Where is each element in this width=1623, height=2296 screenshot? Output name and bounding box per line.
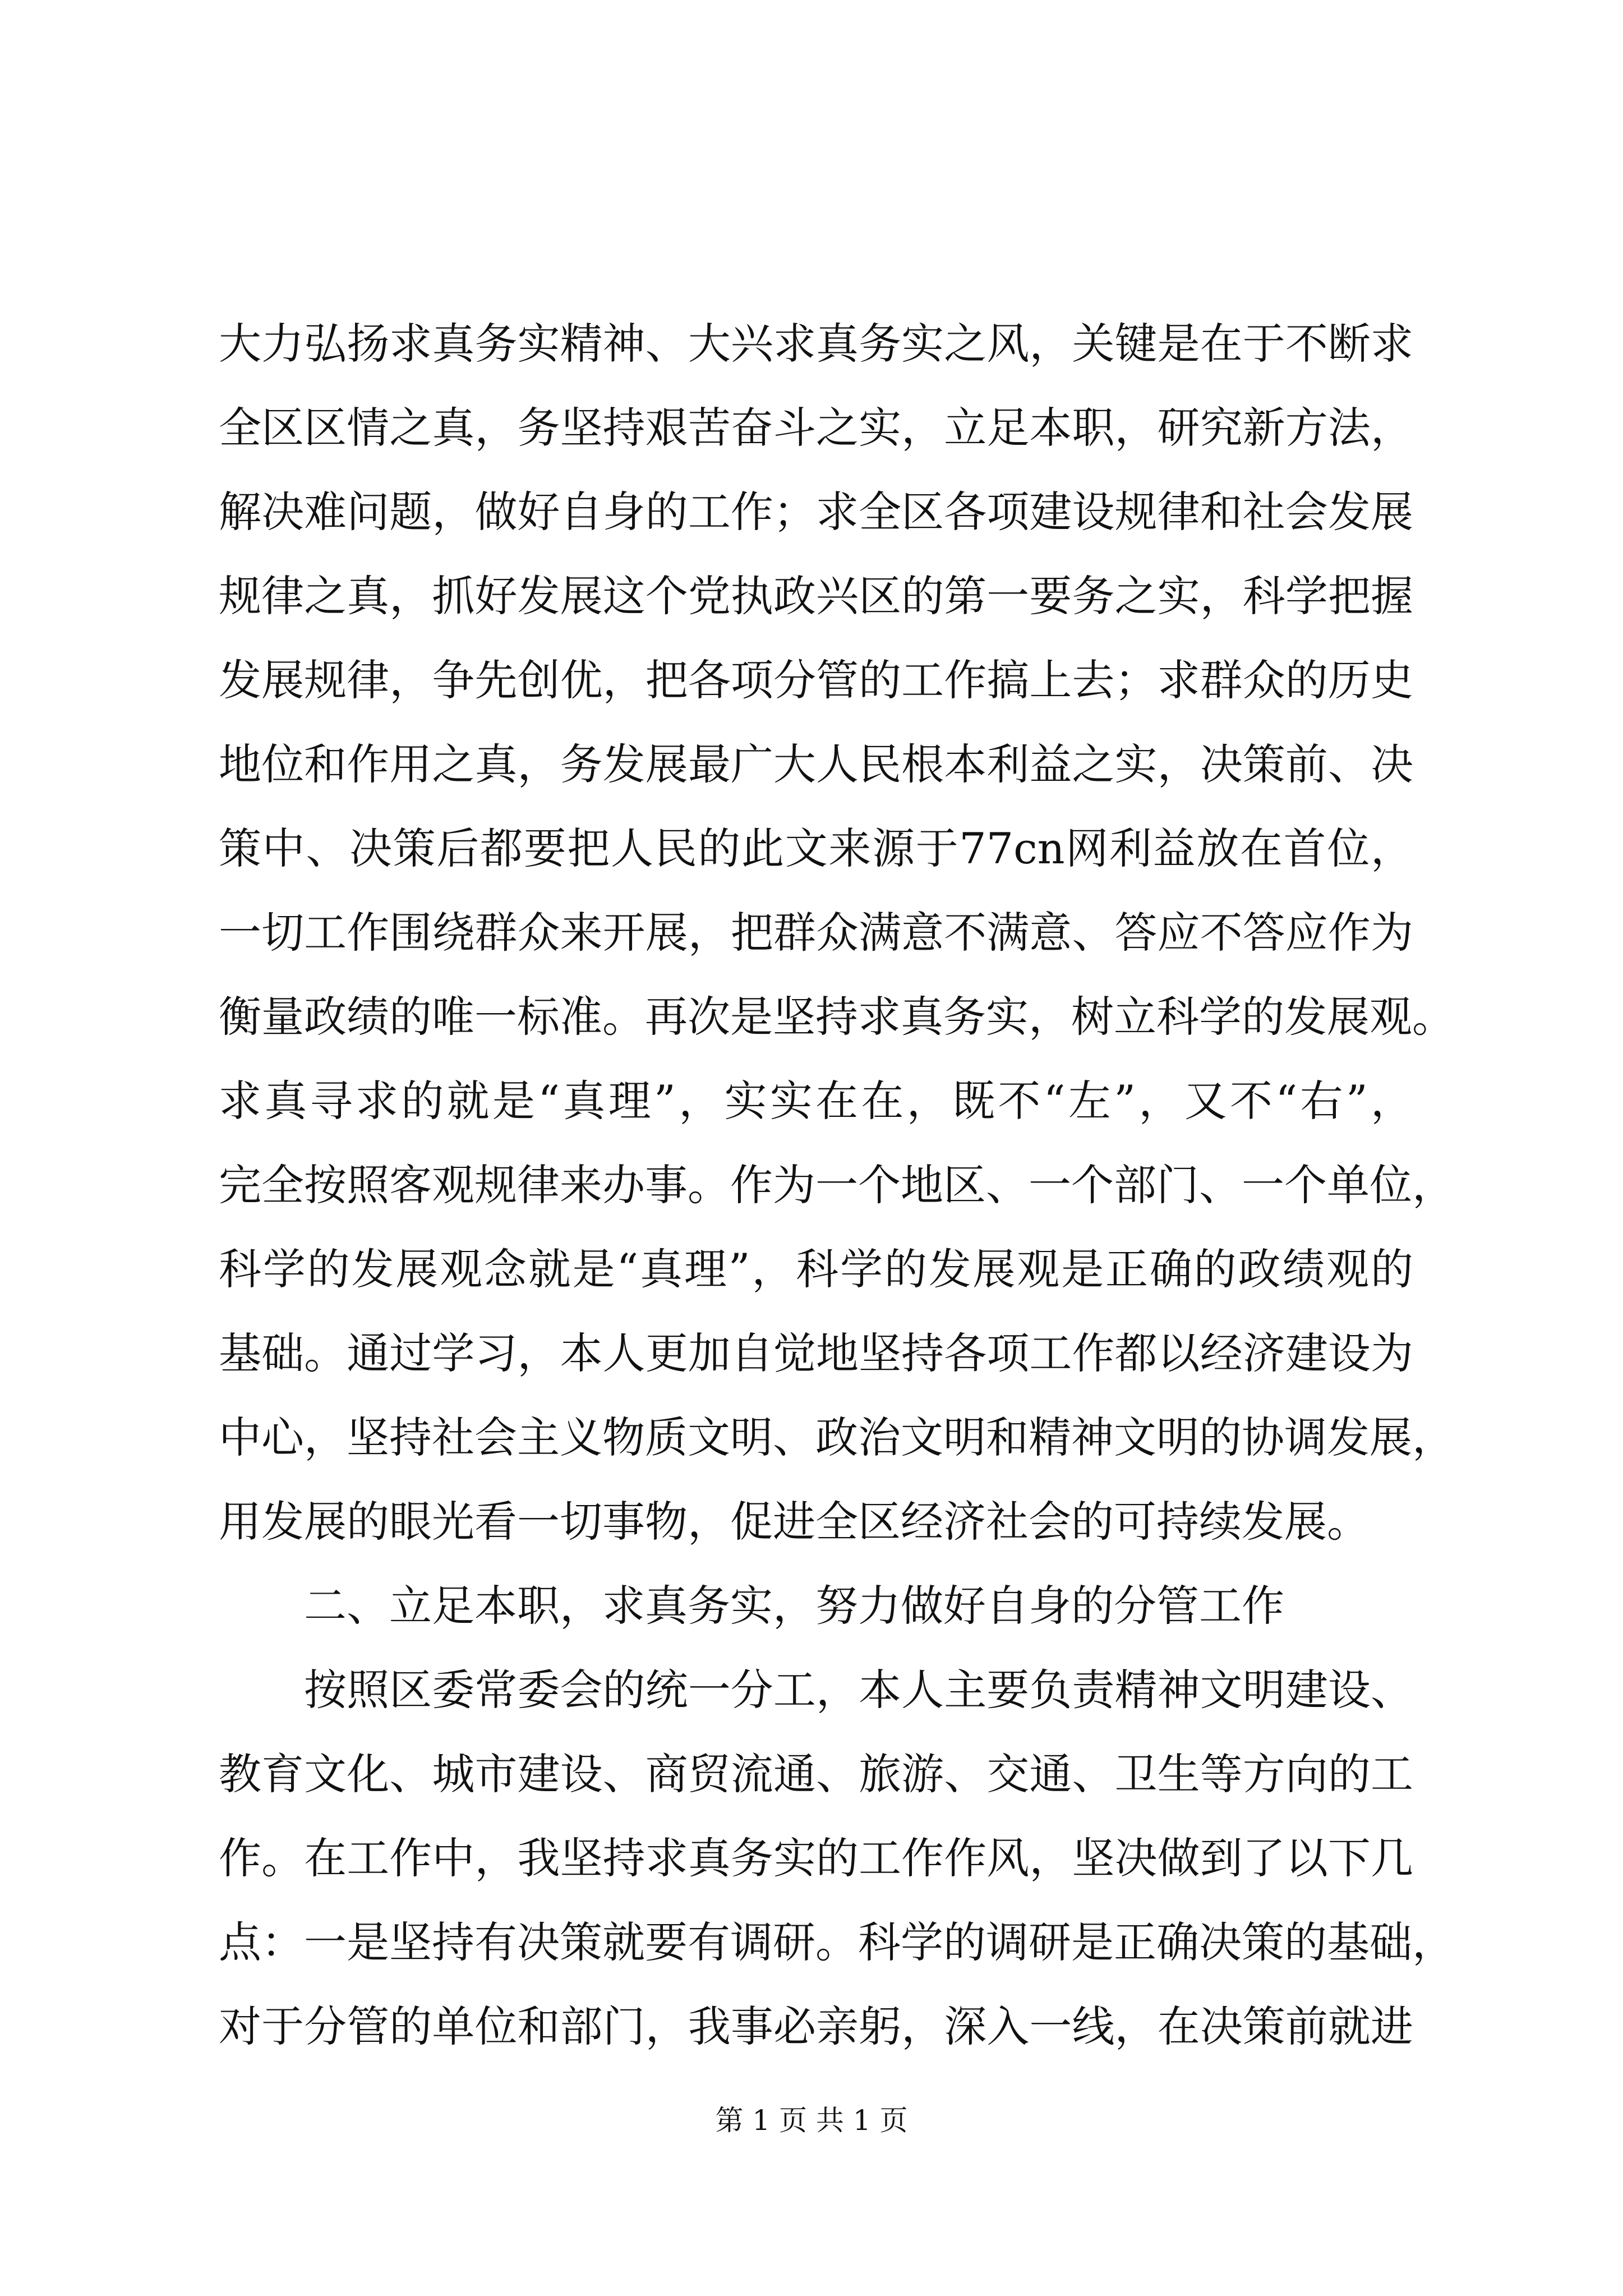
text-line: 发展规律，争先创优，把各项分管的工作搞上去；求群众的历史 (219, 655, 1413, 705)
text-line: 求真寻求的就是“真理”，实实在在，既不“左”，又不“右”， (219, 1076, 1413, 1126)
text-line: 科学的发展观念就是“真理”，科学的发展观是正确的政绩观的 (219, 1244, 1413, 1294)
text-line: 大力弘扬求真务实精神、大兴求真务实之风，关键是在于不断求 (219, 319, 1413, 369)
text-line: 完全按照客观规律来办事。作为一个地区、一个部门、一个单位， (219, 1160, 1455, 1210)
text-line: 策中、决策后都要把人民的此文来源于77cn网利益放在首位， (219, 823, 1413, 873)
text-line: 一切工作围绕群众来开展，把群众满意不满意、答应不答应作为 (219, 908, 1413, 958)
text-line: 规律之真，抓好发展这个党执政兴区的第一要务之实，科学把握 (219, 571, 1413, 621)
text-line: 作。在工作中，我坚持求真务实的工作作风，坚决做到了以下几 (219, 1833, 1413, 1883)
text-line: 中心，坚持社会主义物质文明、政治文明和精神文明的协调发展， (219, 1412, 1455, 1462)
text-line: 对于分管的单位和部门，我事必亲躬，深入一线，在决策前就进 (219, 2001, 1413, 2051)
text-line: 解决难问题，做好自身的工作；求全区各项建设规律和社会发展 (219, 487, 1413, 537)
text-line: 点：一是坚持有决策就要有调研。科学的调研是正确决策的基础， (219, 1917, 1455, 1967)
text-line: 衡量政绩的唯一标准。再次是坚持求真务实，树立科学的发展观。 (219, 992, 1455, 1042)
text-line: 地位和作用之真，务发展最广大人民根本利益之实，决策前、决 (219, 739, 1413, 789)
text-line: 教育文化、城市建设、商贸流通、旅游、交通、卫生等方向的工 (219, 1749, 1413, 1799)
text-line: 基础。通过学习，本人更加自觉地坚持各项工作都以经济建设为 (219, 1328, 1413, 1378)
paragraph-first-line: 按照区委常委会的统一分工，本人主要负责精神文明建设、 (304, 1665, 1413, 1715)
paragraph-last-line: 用发展的眼光看一切事物，促进全区经济社会的可持续发展。 (219, 1497, 1370, 1547)
text-line: 全区区情之真，务坚持艰苦奋斗之实，立足本职，研究新方法， (219, 403, 1413, 453)
document-body (219, 302, 1455, 2069)
page-footer: 第 1 页 共 1 页 (715, 2104, 908, 2137)
section-heading: 二、立足本职，求真务实，努力做好自身的分管工作 (304, 1581, 1284, 1631)
